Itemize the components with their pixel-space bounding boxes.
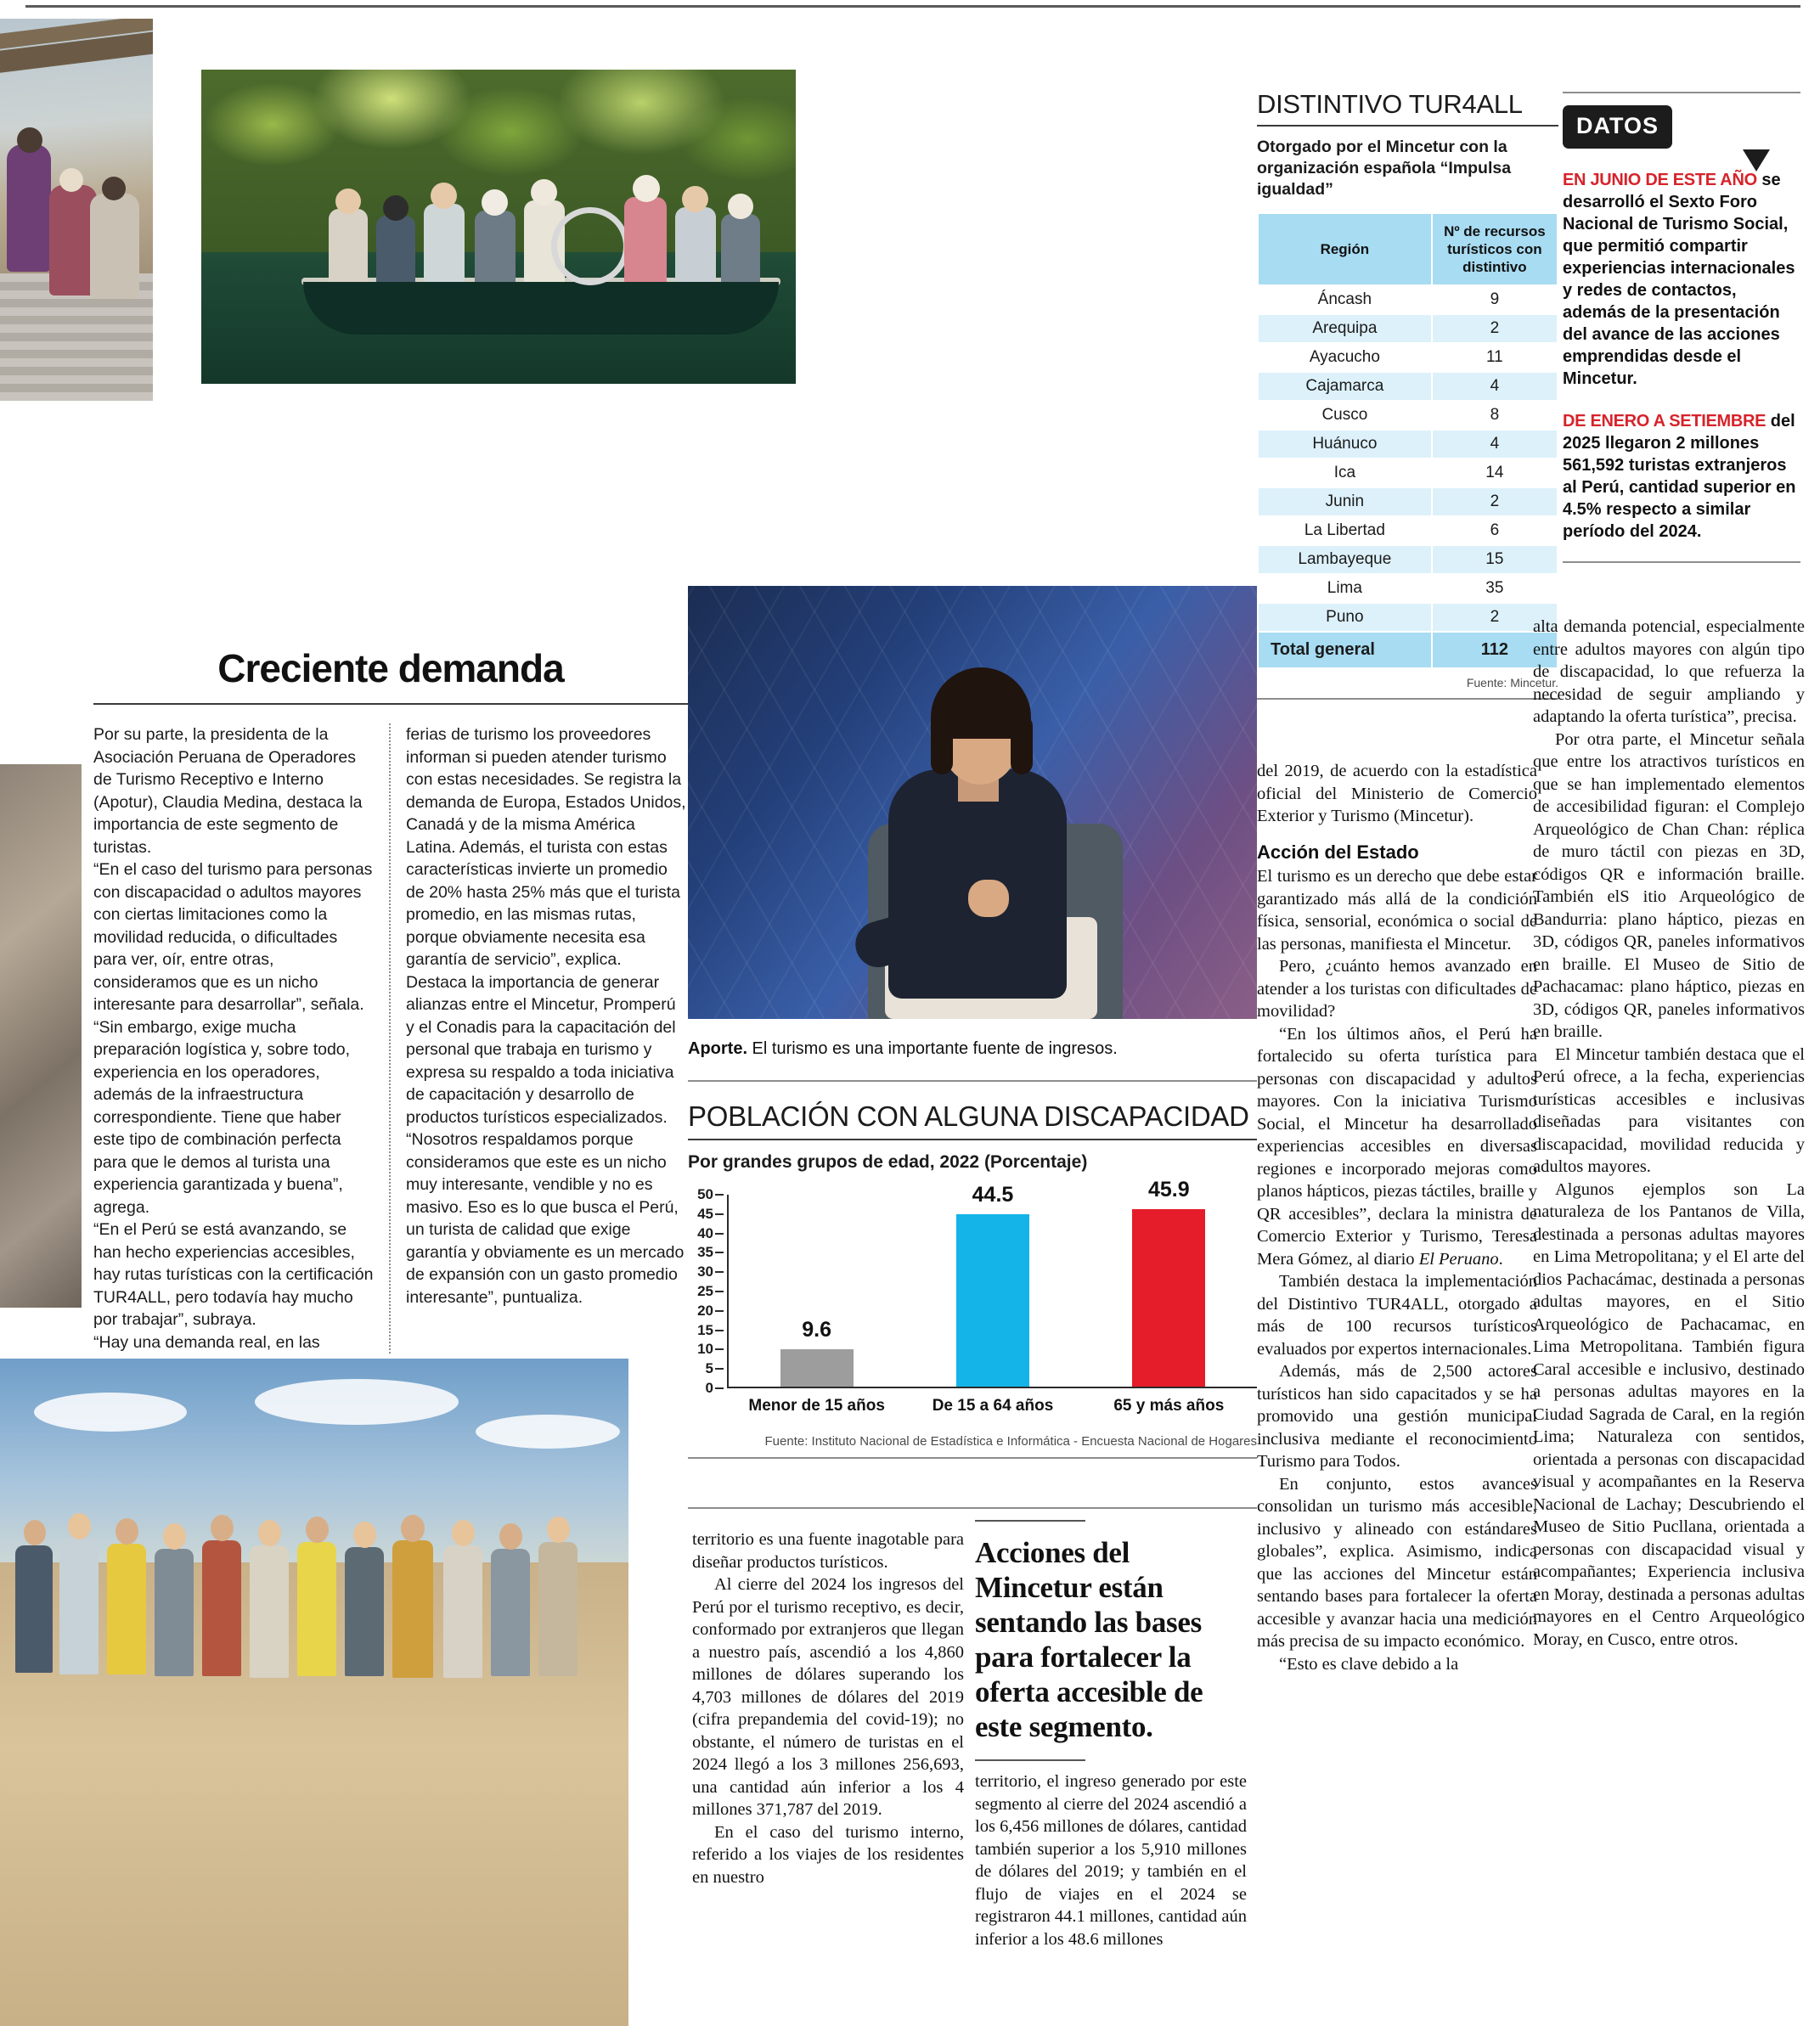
cell-region: Lambayeque: [1258, 545, 1432, 574]
cell-total-value: 112: [1432, 632, 1558, 668]
paragraph: Además, más de 2,500 actores turísticos han sido capacitados y se ha promovido una gestión municipal inclusiva mediante el reconocimiento Turismo para Todos.: [1257, 1362, 1537, 1471]
chart-y-tick-mark: [715, 1252, 724, 1253]
chart-bar-group: [904, 1183, 1080, 1387]
chart-bar-group: [1081, 1177, 1257, 1387]
chart-bottom-rule: [688, 1457, 1257, 1459]
cell-total-label: Total general: [1258, 632, 1432, 668]
table-row: [1258, 401, 1558, 430]
tur4all-table: [1257, 212, 1558, 669]
paragraph: “En el Perú se está avanzando, se han hecho experiencias accesibles, hay rutas turísticas con la certificación TUR4ALL, pero todavía hay mucho por trabajar”, subraya.: [93, 1220, 374, 1329]
chart-y-tick-mark: [715, 1368, 724, 1370]
paragraph: territorio, el ingreso generado por este segmento al cierre del 2024 ascendió a los 6,456 millones de dólares, cantidad también superior a los 5,910 millones de dólares del 2019; y también en el flujo de viajes en el 2024 se registraron 44.1 millones, cantidad aún inferior a los 48.6 millones: [975, 1772, 1247, 1949]
chart-source: Fuente: Instituto Nacional de Estadística e Informática - Encuesta Nacional de Hogares: [764, 1434, 1257, 1449]
section-headline-rule: [93, 703, 688, 705]
cell-region: Ica: [1258, 459, 1432, 487]
datos-panel: [1563, 92, 1800, 563]
cell-count: 4: [1432, 372, 1558, 401]
caption-text: El turismo es una importante fuente de ingresos.: [747, 1039, 1118, 1058]
chart-value-label: 44.5: [972, 1183, 1014, 1207]
cell-region: Huánuco: [1258, 430, 1432, 459]
tur4all-title: DISTINTIVO TUR4ALL: [1257, 89, 1523, 119]
table-row: [1258, 603, 1558, 632]
cell-region: Cajamarca: [1258, 372, 1432, 401]
cell-count: 9: [1432, 285, 1558, 314]
table-total-row: [1258, 632, 1558, 668]
paragraph-part-a: “En los últimos años, el Perú ha fortalecido su oferta turística para personas con discapacidad y adultos mayores. Con la iniciativa Turismo Social, el Mincetur ha desarrollado experiencias accesibles en diversas regiones e incorporado mejoras como planos hápticos, piezas táctiles, braille y QR accesibles”, declara la ministra de Comercio Exterior y Turismo, Teresa Mera Gómez, al diario: [1257, 1024, 1537, 1269]
cell-count: 11: [1432, 343, 1558, 372]
photo-caption: [688, 1038, 1257, 1060]
photo-minister-interview: [688, 586, 1257, 1019]
chart-y-tick-label: 25: [697, 1283, 713, 1299]
chart-y-tick-mark: [715, 1213, 724, 1215]
chart-bar: [1132, 1209, 1205, 1387]
paragraph: Destaca la importancia de generar alianzas entre el Mincetur, Promperú y el Conadis para la capacitación del personal que trabaja en turismo y expresa su respaldo a toda iniciativa de capacitación y desarrollo de productos turísticos especializados.: [406, 972, 676, 1127]
tur4all-bottom-rule: [1257, 698, 1558, 700]
datos-item-2: [1563, 410, 1800, 543]
top-divider: [25, 5, 1800, 8]
creciente-demanda-section: [93, 645, 688, 1353]
table-row: [1258, 343, 1558, 372]
article-column-bottom-right: [975, 1770, 1247, 1950]
datos-tag: DATOS: [1563, 105, 1672, 149]
creciente-column-1: [93, 723, 391, 1353]
paragraph: [1257, 1023, 1537, 1271]
tur4all-title-rule: [1257, 125, 1558, 127]
chart-x-tick-label: 65 y más años: [1113, 1397, 1225, 1415]
datos-item-1: [1563, 169, 1800, 390]
datos-item-1-body: se desarrolló el Sexto Foro Nacional de Turismo Social, que permitió compartir experiencias internacionales y redes de contactos, además de la presentación del avance de las acciones emprendidas desde el Mincetur.: [1563, 171, 1795, 388]
paragraph: alta demanda potencial, especialmente entre adultos mayores con algún tipo de discapacidad, lo que refuerza la necesidad de seguir ampliando y adaptando la oferta turística”, precisa.: [1533, 617, 1805, 726]
photo-accessible-viewpoint: [0, 19, 153, 401]
cell-count: 8: [1432, 401, 1558, 430]
chart-bar: [956, 1214, 1029, 1387]
photo-rock-texture: [0, 764, 82, 1308]
chart-bar: [780, 1349, 854, 1387]
table-row: [1258, 487, 1558, 516]
paragraph: “Nosotros respaldamos porque consideramos que este es un nicho muy interesante, vendible y no es masivo. Eso es lo que busca el Perú, un turista de calidad que exige garantía y obviamente es un mercado de expansión con un gasto promedio interesante”, puntualiza.: [406, 1130, 685, 1307]
paragraph: En conjunto, estos avances consolidan un turismo más accesible, inclusivo y alineado con estándares globales”, explica. Asimismo, indica que las acciones del Mincetur están sentando bases para fortalecer la oferta accesible y avanzar hacia una medición más precisa de su impacto económico.: [1257, 1474, 1537, 1651]
datos-item-1-lead: EN JUNIO DE ESTE AÑO: [1563, 171, 1757, 189]
datos-top-rule: [1563, 92, 1800, 93]
chart-y-tick-label: 30: [697, 1263, 713, 1280]
chart-subtitle: Por grandes grupos de edad, 2022 (Porcentaje): [688, 1152, 1088, 1172]
cell-region: Puno: [1258, 603, 1432, 632]
discapacidad-chart-panel: [688, 1100, 1257, 1459]
chart-bars: [729, 1177, 1257, 1387]
chart-x-tick-label: Menor de 15 años: [748, 1397, 885, 1415]
table-row: [1258, 430, 1558, 459]
cell-region: Ayacucho: [1258, 343, 1432, 372]
chart-y-tick-label: 0: [705, 1380, 713, 1396]
chart-y-tick-label: 5: [705, 1360, 713, 1377]
cell-count: 14: [1432, 459, 1558, 487]
chart-y-tick-label: 15: [697, 1321, 713, 1338]
chart-y-tick-mark: [715, 1271, 724, 1273]
table-row: [1258, 372, 1558, 401]
bottom-section-rule: [688, 1507, 1257, 1509]
paragraph: En el caso del turismo interno, referido a los viajes de los residentes en nuestro: [692, 1822, 964, 1887]
datos-item-2-body: del 2025 llegaron 2 millones 561,592 turistas extranjeros al Perú, cantidad superior en 4.5% respecto a similar período del 2024.: [1563, 412, 1796, 541]
creciente-column-2: [391, 723, 686, 1353]
cell-region: La Libertad: [1258, 516, 1432, 545]
section-headline: Creciente demanda: [217, 646, 564, 690]
paragraph: Al cierre del 2024 los ingresos del Perú por el turismo receptivo, es decir, conformado por extranjeros que llegan a nuestro país, ascendió a los 4,860 millones de dólares superando los 4,703 millones de dólares del 2019 (cifra prepandemia del covid-19); no obstante, el número de turistas en el 2024 llegó a los 3 millones 256,693, una cantidad aún inferior a los 4 millones 371,787 del 2019.: [692, 1575, 964, 1819]
chart-title-rule: [688, 1139, 1257, 1140]
table-row: [1258, 545, 1558, 574]
chart-y-tick-mark: [715, 1310, 724, 1312]
chart-y-tick-mark: [715, 1330, 724, 1331]
paragraph-part-b: .: [1498, 1249, 1503, 1269]
chart-y-tick-mark: [715, 1348, 724, 1350]
tur4all-panel: [1257, 89, 1558, 700]
cell-region: Áncash: [1258, 285, 1432, 314]
chart-x-tick-label: De 15 a 64 años: [932, 1397, 1054, 1415]
datos-tag-tail: [1743, 149, 1770, 172]
table-row: [1258, 574, 1558, 603]
paragraph: “Hay una demanda real, en las: [93, 1332, 320, 1352]
chart-y-tick-mark: [715, 1194, 724, 1196]
caption-lead: Aporte.: [688, 1039, 747, 1058]
cell-count: 2: [1432, 603, 1558, 632]
cell-region: Arequipa: [1258, 314, 1432, 343]
chart-y-tick-mark: [715, 1291, 724, 1292]
publication-name: El Peruano: [1418, 1249, 1499, 1269]
datos-item-2-lead: DE ENERO A SETIEMBRE: [1563, 412, 1766, 431]
pull-quote-block: [975, 1520, 1247, 1761]
chart-y-tick-label: 10: [697, 1341, 713, 1358]
chart-baseline: [727, 1387, 1257, 1388]
paragraph: Algunos ejemplos son La naturaleza de los Pantanos de Villa, destinada a personas adultas mayores en Lima Metropolitana; y el El arte del dios Pachacámac, destinada a personas adultas mayores, en el Sitio Arqueológico de Pachacamac, en Lima Metropolitana. También figura Caral accesible e inclusivo, destinado a personas adultas mayores en la Ciudad Sagrada de Caral, en la región Lima; Naturaleza con sentidos, orientada a personas con discapacidad visual y acompañantes en la Reserva Nacional de Lachay; Descubriendo el Museo de Sitio Pucllana, orientada a personas con discapacidad visual y acompañantes; Experiencia inclusiva en Moray, destinada a personas adultas mayores en el Centro Arqueológico Moray, en Cusco, entre otros.: [1533, 1179, 1805, 1649]
chart-y-tick-label: 35: [697, 1244, 713, 1261]
table-row: [1258, 459, 1558, 487]
cell-region: Lima: [1258, 574, 1432, 603]
chart-y-tick-mark: [715, 1387, 724, 1389]
photo-boat-tour: [201, 70, 796, 384]
chart-value-label: 9.6: [802, 1318, 832, 1342]
paragraph: del 2019, de acuerdo con la estadística oficial del Ministerio de Comercio Exterior y Turismo (Mincetur).: [1257, 762, 1537, 825]
column-header-region: Región: [1258, 213, 1432, 285]
paragraph: territorio es una fuente inagotable para diseñar productos turísticos.: [692, 1530, 964, 1572]
cell-count: 2: [1432, 314, 1558, 343]
subhead-accion-del-estado: Acción del Estado: [1257, 841, 1419, 863]
tur4all-source: Fuente: Mincetur.: [1466, 676, 1558, 689]
cell-count: 35: [1432, 574, 1558, 603]
chart-bar-group: [729, 1195, 904, 1387]
cell-region: Junin: [1258, 487, 1432, 516]
pull-quote-text: Acciones del Mincetur están sentando las bases para fortalecer la oferta accesible de este segmento.: [975, 1536, 1203, 1743]
cell-region: Cusco: [1258, 401, 1432, 430]
chart-y-tick-label: 50: [697, 1186, 713, 1202]
article-column-far-right: [1533, 616, 1805, 1651]
chart-y-axis: [688, 1186, 727, 1396]
chart-title: POBLACIÓN CON ALGUNA DISCAPACIDAD: [688, 1100, 1249, 1132]
chart-y-tick-mark: [715, 1233, 724, 1235]
table-row: [1258, 314, 1558, 343]
pull-quote-top-rule: [975, 1520, 1085, 1522]
cell-count: 2: [1432, 487, 1558, 516]
chart-y-tick-label: 45: [697, 1205, 713, 1222]
cell-count: 6: [1432, 516, 1558, 545]
article-column-mid-right: [1257, 760, 1537, 1675]
paragraph: Por su parte, la presidenta de la Asociación Peruana de Operadores de Turismo Receptivo e Interno (Apotur), Claudia Medina, destaca la importancia de este segmento de turistas.: [93, 725, 363, 857]
pull-quote-bottom-rule: [975, 1759, 1085, 1761]
article-column-bottom-left: [692, 1528, 964, 1888]
paragraph: “Sin embargo, exige mucha preparación logística y, sobre todo, experiencia en los operadores, además de la infraestructura correspondiente. Tiene que haber este tipo de combinación perfecta para que le demos al turista una experiencia garantizada y buena”, agrega.: [93, 1017, 351, 1217]
table-row: [1258, 516, 1558, 545]
column-header-count: Nº de recursos turísticos con distintivo: [1432, 213, 1558, 285]
datos-bottom-rule: [1563, 561, 1800, 563]
paragraph: También destaca la implementación del Distintivo TUR4ALL, otorgado a más de 100 recursos turísticos evaluados por expertos internacionales.: [1257, 1272, 1537, 1359]
paragraph: “Esto es clave debido a la: [1279, 1654, 1459, 1674]
tur4all-subtitle: Otorgado por el Mincetur con la organización española “Impulsa igualdad”: [1257, 138, 1512, 199]
photo-tour-group: [0, 1359, 628, 2026]
paragraph: Pero, ¿cuánto hemos avanzado en atender a los turistas con dificultades de movilidad?: [1257, 957, 1537, 1021]
chart-y-tick-label: 20: [697, 1302, 713, 1319]
table-header-row: [1258, 213, 1558, 285]
chart-y-tick-label: 40: [697, 1224, 713, 1241]
paragraph: Por otra parte, el Mincetur señala que entre los atractivos turísticos en que se han implementado elementos de accesibilidad figuran: el Complejo Arqueológico de Chan Chan: réplica de muro táctil con piezas en 3D, códigos QR e información braille. También elS itio Arqueológico de Bandurria: plano háptico, piezas en 3D, códigos QR, paneles informativos en braille. El Museo de Sitio de Pachacamac: plano háptico, piezas en 3D, códigos QR, paneles informativos en braille.: [1533, 729, 1805, 1041]
cell-count: 4: [1432, 430, 1558, 459]
chart-x-labels: [729, 1397, 1257, 1415]
table-row: [1258, 285, 1558, 314]
chart-plot-area: [688, 1177, 1257, 1396]
chart-value-label: 45.9: [1147, 1177, 1190, 1202]
caption-rule: [688, 1080, 1257, 1082]
paragraph: El Mincetur también destaca que el Perú ofrece, a la fecha, experiencias turísticas accesibles e inclusivas diseñadas para visitantes con discapacidad, movilidad reducida y adultos mayores.: [1533, 1044, 1805, 1176]
paragraph: “En el caso del turismo para personas con discapacidad o adultos mayores con ciertas limitaciones como la movilidad reducida, o dificultades para ver, oír, entre otras, consideramos que es un nicho interesante para desarrollar”, señala.: [93, 860, 373, 1014]
cell-count: 15: [1432, 545, 1558, 574]
paragraph: ferias de turismo los proveedores informan si pueden atender turismo con estas necesidades. Se registra la demanda de Europa, Estados Unidos, Canadá y de la misma América Latina. Además, el turista con estas características invierte un promedio de 20% hasta 25% más que el turista promedio, en las mismas rutas, porque obviamente necesita esa garantía de servicio”, explica.: [406, 725, 686, 969]
paragraph: El turismo es un derecho que debe estar garantizado más allá de la condición física, sensorial, económica o social de las personas, manifiesta el Mincetur.: [1257, 867, 1537, 954]
